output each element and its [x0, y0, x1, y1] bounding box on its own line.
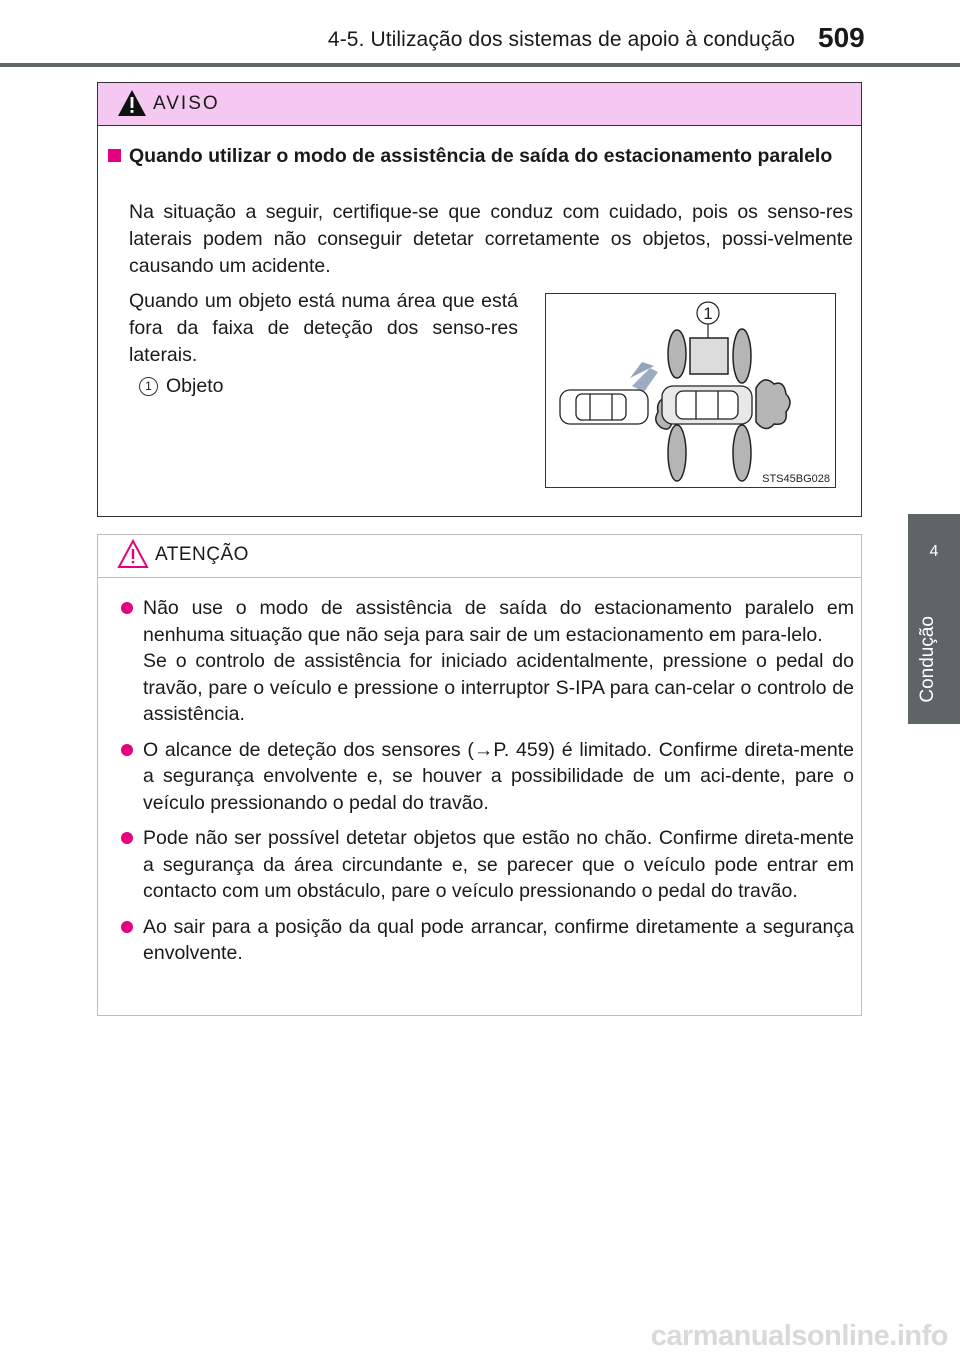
bullet-dot-icon — [121, 744, 133, 756]
sensor-zone-rear-right — [733, 425, 751, 481]
header-rule — [0, 63, 960, 67]
caution-bullets — [120, 595, 854, 976]
warning-heading-text: Quando utilizar o modo de assistência de saída do estacionamento paralelo — [129, 145, 833, 167]
warning-triangle-icon — [117, 89, 147, 117]
parallel-parking-illustration — [546, 294, 835, 487]
legend-text: Objeto — [166, 375, 224, 397]
sensor-zone-front-right — [733, 329, 751, 383]
caution-bullet — [120, 914, 854, 967]
bullet-dot-icon — [121, 921, 133, 933]
caution-bullet — [120, 595, 854, 728]
bullet-text: Se o controlo de assistência for iniciado acidentalmente, pressione o pedal do travão, pare o veículo e pressione o interruptor S-IPA para can-celar o controlo de assistência. — [143, 650, 854, 725]
parked-car — [560, 390, 648, 424]
bullet-dot-icon — [121, 602, 133, 614]
caution-bullet — [120, 737, 854, 817]
page-number: 509 — [818, 22, 865, 53]
warning-detail: Quando um objeto está numa área que está fora da faixa de deteção dos senso-res laterais. — [129, 290, 518, 366]
sensor-zone-front-left — [668, 330, 686, 378]
bullet-text: O alcance de deteção dos sensores (→P. 459) é limitado. Confirme direta-mente a segurança envolvente e, se houver a possibilidade de um aci-dente, pare o veículo pressionando o pedal do travão. — [143, 738, 854, 814]
front-sensor-cluster — [756, 380, 790, 429]
figure-code: STS45BG028 — [762, 473, 830, 485]
bullet-dot-icon — [121, 832, 133, 844]
chapter-label: Condução — [917, 616, 938, 703]
warning-label: AVISO — [153, 93, 220, 114]
callout-number: 1 — [703, 304, 713, 323]
caution-box — [97, 534, 862, 1016]
figure-legend — [139, 375, 223, 398]
bullet-text: Ao sair para a posição da qual pode arrancar, confirme diretamente a segurança envolvente. — [143, 915, 854, 964]
chapter-side-tab[interactable] — [908, 514, 960, 724]
caution-bullet — [120, 825, 854, 905]
bullet-text: Pode não ser possível detetar objetos que estão no chão. Confirme direta-mente a segurança da área circundante e, se parecer que o veículo pode entrar em contacto com um obstáculo, pare o veículo pressionando o pedal do travão. — [143, 827, 854, 902]
parking-exit-figure — [545, 293, 836, 488]
bullet-text: Não use o modo de assistência de saída do estacionamento paralelo em nenhuma situação que não seja para sair de um estacionamento em para-lelo. — [143, 597, 854, 646]
watermark: carmanualsonline.info — [650, 1320, 948, 1352]
caution-header — [98, 535, 861, 578]
caution-triangle-icon — [117, 539, 149, 569]
object-box — [690, 338, 728, 374]
own-car — [662, 386, 752, 424]
header-title: 4-5. Utilização dos sistemas de apoio à condução — [327, 28, 795, 51]
chapter-number: 4 — [929, 543, 939, 560]
caution-label: ATENÇÃO — [155, 544, 249, 565]
warning-header — [98, 83, 861, 126]
warning-section-heading — [108, 144, 853, 169]
legend-number: 1 — [139, 377, 158, 396]
section-marker-icon — [108, 149, 121, 162]
warning-intro: Na situação a seguir, certifique-se que conduz com cuidado, pois os senso-res laterais podem não conseguir detetar corretamente os objetos, possi-velmente causando um acidente. — [129, 201, 853, 277]
warning-box — [97, 82, 862, 517]
sensor-zone-rear-left — [668, 425, 686, 481]
